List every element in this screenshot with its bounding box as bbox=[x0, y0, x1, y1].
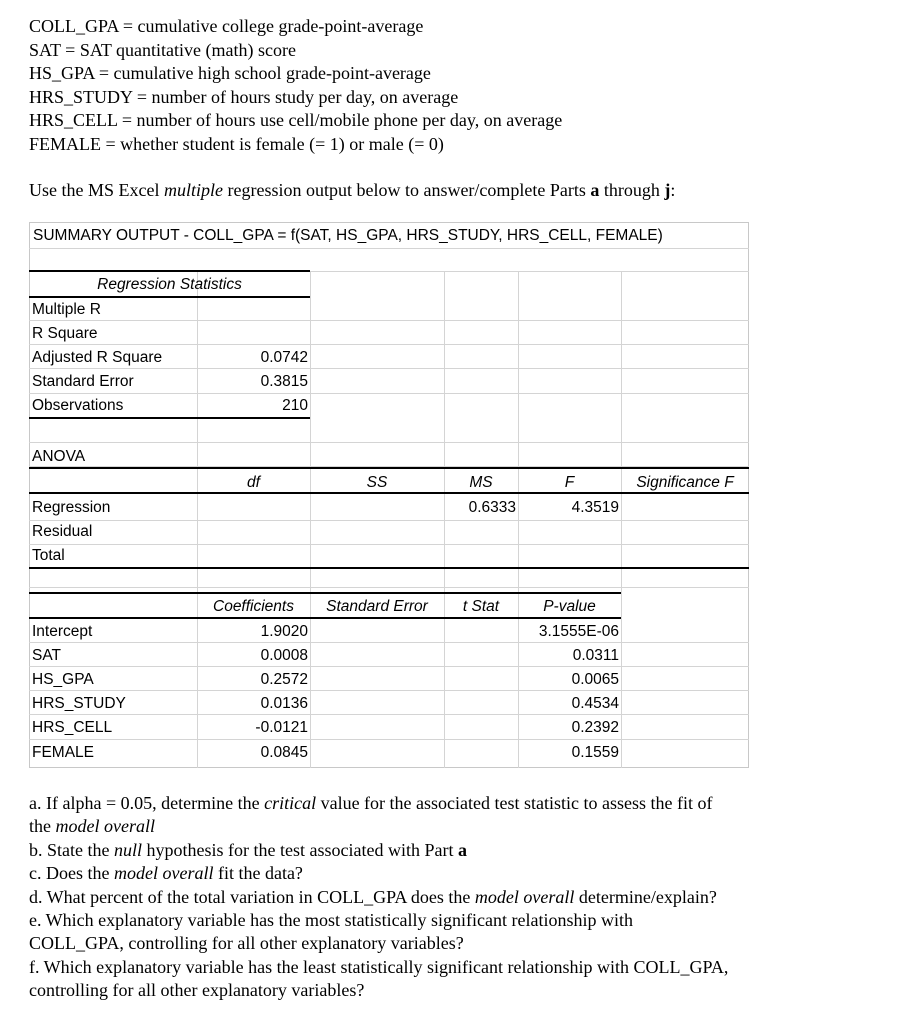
gridline bbox=[29, 666, 749, 667]
p-value: 0.1559 bbox=[571, 744, 619, 761]
stat-value-r-square bbox=[197, 322, 310, 346]
coef-value: 0.0845 bbox=[260, 744, 308, 761]
anova-header-f: F bbox=[564, 474, 575, 491]
regression-statistics-header: Regression Statistics bbox=[97, 276, 242, 293]
table-border bbox=[29, 467, 749, 469]
question-e: e. Which explanatory variable has the most statistically significant relationship with bbox=[29, 910, 634, 931]
p-value: 0.4534 bbox=[571, 695, 619, 712]
question-f: f. Which explanatory variable has the least statistically significant relationship with COLL_GPA, bbox=[29, 956, 729, 977]
gridline bbox=[29, 520, 749, 521]
question-c: c. Does the model overall fit the data? bbox=[29, 863, 303, 884]
anova-row-residual: Residual bbox=[32, 523, 93, 540]
questions bbox=[29, 792, 849, 1003]
gridline bbox=[29, 544, 749, 545]
sheet-title: SUMMARY OUTPUT - COLL_GPA = f(SAT, HS_GPA, HRS_STUDY, HRS_CELL, FEMALE) bbox=[33, 227, 663, 244]
coef-header-standard-error: Standard Error bbox=[326, 598, 428, 615]
coef-value: 0.0008 bbox=[260, 647, 308, 664]
question-a-cont: the model overall bbox=[29, 816, 155, 837]
gridline bbox=[29, 642, 749, 643]
gridline bbox=[29, 714, 749, 715]
definition-coll-gpa: COLL_GPA = cumulative college grade-point-average bbox=[29, 16, 424, 36]
stat-value-multiple-r bbox=[197, 298, 310, 322]
p-value: 0.0065 bbox=[571, 671, 619, 688]
variable-definitions bbox=[29, 15, 562, 157]
p-value: 0.0311 bbox=[572, 647, 619, 664]
instruction: Use the MS Excel multiple regression output below to answer/complete Parts a through j: bbox=[29, 180, 676, 200]
coef-value: -0.0121 bbox=[255, 719, 308, 736]
anova-row-regression: Regression bbox=[32, 499, 111, 516]
coef-row-label: HRS_CELL bbox=[32, 719, 113, 736]
coef-row-label: HRS_STUDY bbox=[32, 695, 126, 712]
anova-header-ms: MS bbox=[469, 474, 493, 491]
table-border bbox=[29, 567, 749, 569]
question-f-cont: controlling for all other explanatory variables? bbox=[29, 980, 365, 1001]
coef-row-label: HS_GPA bbox=[32, 671, 94, 688]
coef-header-coefficients: Coefficients bbox=[213, 598, 294, 615]
coef-row-label: Intercept bbox=[32, 623, 93, 640]
stat-label-observations: Observations bbox=[32, 397, 124, 414]
question-b: b. State the null hypothesis for the test associated with Part a bbox=[29, 839, 467, 860]
gridline bbox=[29, 690, 749, 691]
anova-header-df: df bbox=[247, 474, 260, 491]
definition-hs-gpa: HS_GPA = cumulative high school grade-point-average bbox=[29, 63, 431, 84]
stat-label-adjusted-r-square: Adjusted R Square bbox=[32, 349, 163, 366]
p-value: 0.2392 bbox=[571, 719, 619, 736]
gridline bbox=[29, 320, 749, 321]
gridline bbox=[29, 344, 749, 345]
coef-value: 0.0136 bbox=[260, 695, 308, 712]
coef-value: 0.2572 bbox=[260, 671, 308, 688]
stat-label-r-square: R Square bbox=[32, 325, 98, 342]
stat-label-standard-error: Standard Error bbox=[32, 373, 134, 390]
gridline bbox=[29, 442, 749, 443]
gridline bbox=[29, 739, 749, 740]
definition-hrs-study: HRS_STUDY = number of hours study per day, on average bbox=[29, 86, 459, 107]
anova-regression-ms: 0.6333 bbox=[468, 499, 516, 516]
stat-value-observations: 210 bbox=[282, 397, 308, 414]
anova-row-total: Total bbox=[32, 547, 65, 564]
regression-output-sheet bbox=[29, 222, 749, 768]
stat-value-adjusted-r-square: 0.0742 bbox=[260, 349, 308, 366]
anova-header-ss: SS bbox=[366, 474, 388, 491]
stat-value-standard-error: 0.3815 bbox=[260, 373, 308, 390]
question-e-cont: COLL_GPA, controlling for all other explanatory variables? bbox=[29, 933, 464, 954]
gridline bbox=[621, 271, 622, 768]
question-a: a. If alpha = 0.05, determine the critical value for the associated test statistic to assess the fit of bbox=[29, 793, 713, 813]
coef-header-p-value: P-value bbox=[543, 598, 596, 615]
gridline bbox=[29, 587, 749, 588]
coef-row-label: SAT bbox=[32, 647, 61, 664]
stat-label-multiple-r: Multiple R bbox=[32, 301, 101, 318]
anova-label: ANOVA bbox=[32, 448, 86, 465]
coef-value: 1.9020 bbox=[260, 623, 308, 640]
question-d: d. What percent of the total variation in COLL_GPA does the model overall determine/explain? bbox=[29, 886, 717, 907]
p-value: 3.1555E-06 bbox=[538, 623, 619, 640]
definition-hrs-cell: HRS_CELL = number of hours use cell/mobile phone per day, on average bbox=[29, 110, 563, 131]
anova-header-significance-f: Significance F bbox=[636, 474, 734, 491]
coef-row-label: FEMALE bbox=[32, 744, 95, 761]
table-border bbox=[29, 592, 621, 594]
gridline bbox=[310, 271, 311, 768]
definition-sat: SAT = SAT quantitative (math) score bbox=[29, 39, 296, 60]
table-border bbox=[29, 270, 310, 272]
gridline bbox=[29, 393, 749, 394]
coef-header-t-stat: t Stat bbox=[462, 598, 500, 615]
definition-female: FEMALE = whether student is female (= 1) or male (= 0) bbox=[29, 133, 444, 154]
anova-regression-f: 4.3519 bbox=[571, 499, 619, 516]
